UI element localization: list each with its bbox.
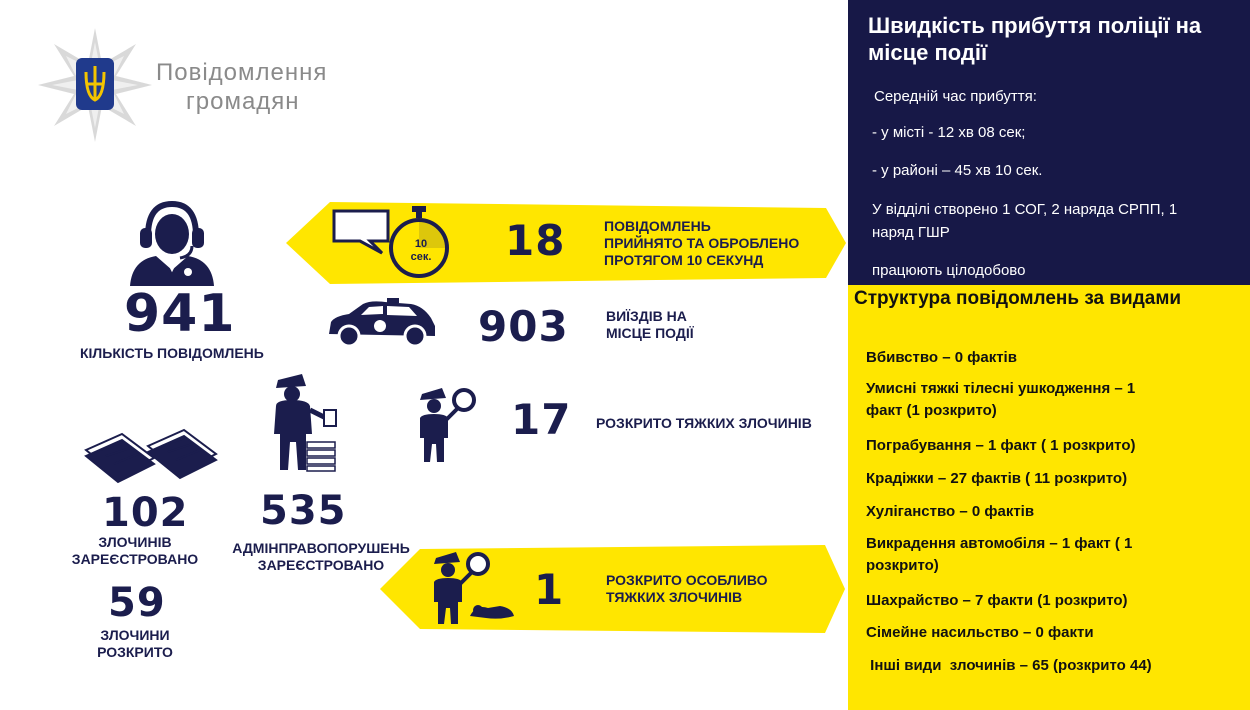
- police-star-icon: [36, 26, 154, 144]
- stopwatch-unit: сек.: [410, 251, 432, 263]
- crimes-registered-label-1: ЗЛОЧИНІВ: [98, 534, 172, 550]
- magnifier-icon: [454, 390, 474, 410]
- category-bodily-harm-1: Умисні тяжкі тілесні ушкодження – 1: [866, 380, 1136, 397]
- received-10s-number: 18: [505, 216, 566, 265]
- category-robbery: Пограбування – 1 факт ( 1 розкрито): [866, 437, 1136, 454]
- especially-serious-label-2: ТЯЖКИХ ЗЛОЧИНІВ: [606, 589, 743, 605]
- arrival-avg: Середній час прибуття:: [874, 88, 1037, 105]
- crimes-solved-label-2: РОЗКРИТО: [97, 644, 173, 660]
- category-other: Інші види злочинів – 65 (розкрито 44): [866, 657, 1152, 674]
- admin-offenses-number: 535: [260, 488, 347, 534]
- crimes-registered-label-2: ЗАРЕЄСТРОВАНО: [71, 551, 199, 567]
- category-domestic-violence: Сімейне насильство – 0 факти: [866, 624, 1094, 641]
- departures-label-1: ВИЇЗДІВ НА: [606, 308, 687, 324]
- admin-offenses-label-2: ЗАРЕЄСТРОВАНО: [257, 557, 385, 573]
- police-officer-victim-icon: [430, 550, 518, 626]
- documents-icon: [305, 438, 337, 472]
- admin-offenses-label-1: АДМІНПРАВОПОРУШЕНЬ: [232, 540, 410, 556]
- stopwatch-seconds: 10: [414, 238, 428, 250]
- arrival-units-2: наряд ГШР: [872, 224, 950, 241]
- received-10s-label-3: ПРОТЯГОМ 10 СЕКУНД: [604, 252, 764, 268]
- received-10s-label-1: ПОВІДОМЛЕНЬ: [604, 218, 711, 234]
- police-car-icon: [325, 296, 440, 350]
- departures-number: 903: [478, 302, 569, 351]
- crimes-solved-number: 59: [108, 580, 166, 626]
- police-officer-magnifier-icon: [416, 386, 478, 464]
- structure-panel: [848, 285, 1250, 710]
- category-fraud: Шахрайство – 7 факти (1 розкрито): [866, 592, 1128, 609]
- calls-total-number: 941: [124, 284, 236, 344]
- arrival-title-1: Швидкість прибуття поліції на: [868, 13, 1202, 38]
- arrival-hours: працюють цілодобово: [872, 262, 1026, 279]
- logo-line-2: громадян: [186, 88, 300, 115]
- category-theft: Крадіжки – 27 фактів ( 11 розкрито): [866, 470, 1128, 487]
- serious-solved-label: РОЗКРИТО ТЯЖКИХ ЗЛОЧИНІВ: [596, 415, 812, 431]
- category-bodily-harm-2: факт (1 розкрито): [866, 402, 997, 419]
- departures-label-2: МІСЦЕ ПОДІЇ: [606, 325, 694, 341]
- arrival-city: - у місті - 12 хв 08 сек;: [872, 124, 1026, 141]
- arrival-units-1: У відділі створено 1 СОГ, 2 наряда СРПП, 1: [872, 201, 1178, 218]
- category-car-theft-1: Викрадення автомобіля – 1 факт ( 1: [866, 535, 1133, 552]
- calls-total-label: КІЛЬКІСТЬ ПОВІДОМЛЕНЬ: [80, 345, 264, 361]
- category-murder: Вбивство – 0 фактів: [866, 349, 1017, 366]
- arrival-title-2: місце події: [868, 40, 988, 65]
- arrival-district: - у районі – 45 хв 10 сек.: [872, 162, 1043, 179]
- serious-solved-number: 17: [511, 395, 572, 444]
- especially-serious-label-1: РОЗКРИТО ОСОБЛИВО: [606, 572, 768, 588]
- operator-icon: [126, 198, 216, 288]
- crimes-solved-label-1: ЗЛОЧИНИ: [100, 627, 170, 643]
- category-car-theft-2: розкрито): [866, 557, 939, 574]
- arrival-panel: [848, 0, 1250, 285]
- structure-title: Структура повідомлень за видами: [854, 288, 1182, 309]
- especially-serious-number: 1: [534, 565, 565, 614]
- crimes-registered-number: 102: [102, 490, 189, 536]
- logo: [36, 26, 154, 144]
- logo-line-1: Повідомлення: [156, 59, 328, 86]
- received-10s-label-2: ПРИЙНЯТО ТА ОБРОБЛЕНО: [604, 235, 800, 251]
- crime-reports-icon: [82, 424, 220, 486]
- category-hooliganism: Хуліганство – 0 фактів: [866, 503, 1035, 520]
